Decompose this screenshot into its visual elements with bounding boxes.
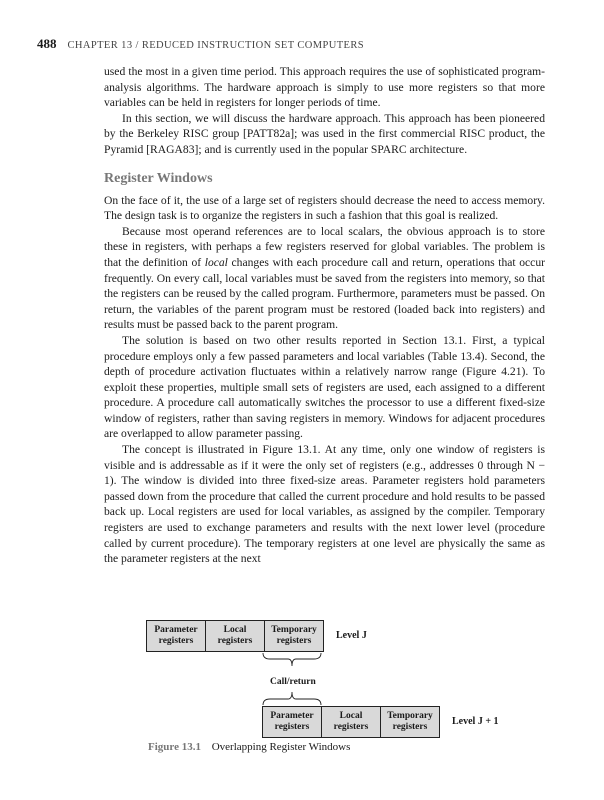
parameter-registers-cell: Parameter registers <box>270 711 314 732</box>
chapter-title: CHAPTER 13 / REDUCED INSTRUCTION SET COMPUTERS <box>67 40 364 51</box>
text-run: Because most operand references are to local scalars, the obvious approach is to store these in registers, with perhaps a few registers reserved for global variables. The problem is that the definition of <box>104 224 545 269</box>
figure-number: Figure 13.1 <box>148 741 201 753</box>
figure-caption <box>148 740 350 754</box>
paragraph: The solution is based on two other results reported in Section 13.1. First, a typical procedure employs only a few passed parameters and local variables (Table 13.4). Second, the depth of procedure activation fluctuates within a relatively narrow range (Figure 4.21). To exploit these properties, multiple small sets of registers are used, each assigned to a different procedure. A procedure call automatically switches the processor to use a different fixed-size window of registers, rather than saving registers in memory. Windows for adjacent procedures are overlapped to allow parameter passing. <box>104 333 545 441</box>
brace-top <box>262 652 322 668</box>
parameter-registers-cell: Parameter registers <box>154 625 198 646</box>
call-return-label: Call/return <box>270 677 316 687</box>
paragraph: On the face of it, the use of a large set of registers should decrease the need to access memory. The design task is to organize the registers in such a fashion that this goal is realized. <box>104 193 545 223</box>
running-head <box>37 37 364 53</box>
section-heading: Register Windows <box>104 170 213 186</box>
paragraph: In this section, we will discuss the hardware approach. This approach has been pioneered by the Berkeley RISC group [PATT82a]; was used in the first commercial RISC product, the Pyramid [RAGA83]; and is currently used in the popular SPARC architecture. <box>104 111 545 156</box>
page-number: 488 <box>37 36 57 51</box>
register-window-level-j <box>146 620 324 652</box>
local-registers-cell: Local registers <box>321 707 380 737</box>
paragraph: The concept is illustrated in Figure 13.1. At any time, only one window of registers is visible and is addressable as if it were the only set of registers (e.g., addresses 0 through N − 1). The window is divided into three fixed-size areas. Parameter registers hold parameters passed down from the procedure that called the current procedure and hold results to be passed back up. Local registers are used for local variables, as assigned by the compiler. Temporary registers are used to exchange parameters and results with the next lower level (procedure called by current procedure). The temporary registers at one level are physically the same as the parameter registers at the next <box>104 443 545 566</box>
temporary-registers-cell: Temporary registers <box>264 621 323 651</box>
text-run: changes with each procedure call and return, operations that occur frequently. On every call, local variables must be saved from the registers into memory, so that the registers can be reused by the called program. Furthermore, parameters must be passed. On return, the variables of the parent program must be restored (loaded back into registers) and results must be passed back to the parent program. <box>104 255 545 332</box>
paragraph: used the most in a given time period. This approach requires the use of sophisticated program-analysis algorithms. The hardware approach is simply to use more registers so that more variables can be held in registers for longer periods of time. <box>104 65 545 110</box>
emphasis: local <box>204 255 228 269</box>
temporary-registers-cell: Temporary registers <box>380 707 439 737</box>
level-j1-label: Level J + 1 <box>452 716 499 727</box>
register-window-level-j1 <box>262 706 440 738</box>
local-registers-cell: Local registers <box>205 621 264 651</box>
figure-overlapping-windows <box>0 620 604 760</box>
body-text <box>104 64 545 567</box>
level-j-label: Level J <box>336 630 367 641</box>
brace-bottom <box>262 690 322 706</box>
paragraph <box>104 224 545 333</box>
figure-caption-text: Overlapping Register Windows <box>211 741 351 753</box>
